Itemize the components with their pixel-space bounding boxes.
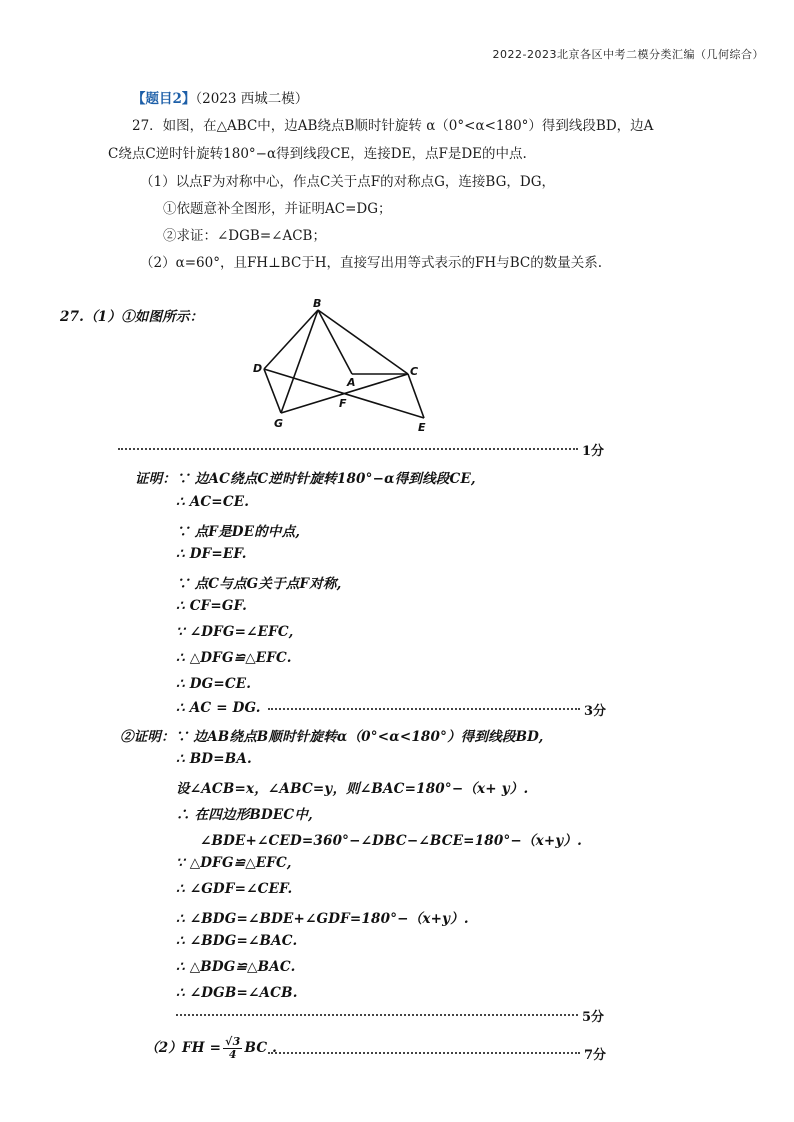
part2-prefix: （2）FH =	[145, 1040, 222, 1057]
segment-dg	[264, 369, 281, 413]
proof2-line-2: ∴ BD=BA.	[176, 751, 252, 767]
fraction-sqrt3-over-4	[223, 1036, 242, 1061]
problem-tag: 【题目2】	[132, 91, 196, 107]
proof1-line-1: 证明：∵ 边AC绕点C逆时针旋转180°−α得到线段CE,	[135, 471, 476, 487]
segment-ce	[408, 374, 424, 418]
label-b: B	[313, 297, 322, 310]
proof1-line-3: ∵ 点F是DE的中点,	[176, 524, 301, 540]
proof2-line-4: ∴ 在四边形BDEC中,	[176, 807, 313, 823]
dotted-leader-3	[268, 708, 580, 710]
label-d: D	[253, 362, 263, 375]
proof1-line-5: ∵ 点C与点G关于点F对称,	[176, 576, 342, 592]
segment-bd	[264, 310, 318, 369]
score-7: 7分	[584, 1048, 607, 1063]
label-a: A	[347, 376, 356, 389]
problem-line-2: C绕点C逆时针旋转180°−α得到线段CE，连接DE，点F是DE的中点.	[108, 146, 527, 162]
part2-suffix: BC .	[244, 1040, 278, 1057]
dotted-leader-7	[268, 1052, 580, 1054]
proof1-line-6: ∴ CF=GF.	[176, 598, 247, 614]
fraction-numerator: √3	[225, 1035, 241, 1048]
geometry-figure	[240, 295, 440, 435]
proof2-line-7: ∴ ∠GDF=∠CEF.	[176, 881, 293, 897]
proof1-line-10: ∴ AC = DG.	[176, 700, 261, 716]
proof2-line-1: ②证明：∵ 边AB绕点B顺时针旋转α（0°<α<180°）得到线段BD,	[120, 729, 544, 745]
proof2-line-8: ∴ ∠BDG=∠BDE+∠GDF=180°−（x+y）.	[176, 911, 469, 927]
proof2-line-11: ∴ ∠DGB=∠ACB.	[176, 985, 298, 1001]
proof2-line-3: 设∠ACB=x，∠ABC=y，则∠BAC=180°−（x+ y）.	[176, 781, 529, 797]
problem-source: （2023 西城二模）	[195, 91, 309, 107]
problem-line-3: （1）以点F为对称中心，作点C关于点F的对称点G，连接BG，DG，	[140, 174, 555, 190]
fraction-denominator: 4	[228, 1048, 237, 1062]
segment-ba	[318, 310, 352, 374]
proof2-line-9: ∴ ∠BDG=∠BAC.	[176, 933, 298, 949]
label-c: C	[410, 365, 419, 378]
proof1-line-8: ∴ △DFG≌△EFC.	[176, 650, 292, 666]
proof1-line-2: ∴ AC=CE.	[176, 494, 250, 510]
page-header: 2022-2023北京各区中考二模分类汇编（几何综合）	[492, 48, 764, 61]
proof1-line-9: ∴ DG=CE.	[176, 676, 252, 692]
proof1-line-4: ∴ DF=EF.	[176, 546, 247, 562]
proof2-line-10: ∴ △BDG≌△BAC.	[176, 959, 296, 975]
segment-bc	[318, 310, 408, 374]
score-3: 3分	[584, 704, 607, 719]
proof2-line-6: ∵ △DFG≌△EFC,	[176, 855, 292, 871]
dotted-leader-5	[176, 1014, 578, 1016]
proof2-line-5: ∠BDE+∠CED=360°−∠DBC−∠BCE=180°−（x+y）.	[200, 833, 583, 849]
solution-intro: 27.（1）①如图所示：	[60, 309, 204, 325]
problem-line-5: ②求证：∠DGB=∠ACB；	[163, 228, 326, 244]
segment-bg	[281, 310, 318, 413]
problem-line-1: 27．如图，在△ABC中，边AB绕点B顺时针旋转 α（0°<α<180°）得到线段BD，边A	[132, 118, 654, 134]
problem-heading	[132, 93, 308, 107]
problem-line-6: （2）α=60°，且FH⊥BC于H，直接写出用等式表示的FH与BC的数量关系.	[140, 255, 602, 271]
dotted-leader-1	[118, 448, 578, 450]
label-g: G	[274, 417, 284, 430]
label-f: F	[339, 397, 347, 410]
score-5: 5分	[582, 1010, 605, 1025]
score-1: 1分	[582, 444, 605, 459]
label-e: E	[418, 421, 426, 434]
problem-line-4: ①依题意补全图形，并证明AC=DG；	[163, 201, 392, 217]
proof1-line-7: ∵ ∠DFG=∠EFC,	[176, 624, 294, 640]
part2-answer	[145, 1036, 277, 1061]
